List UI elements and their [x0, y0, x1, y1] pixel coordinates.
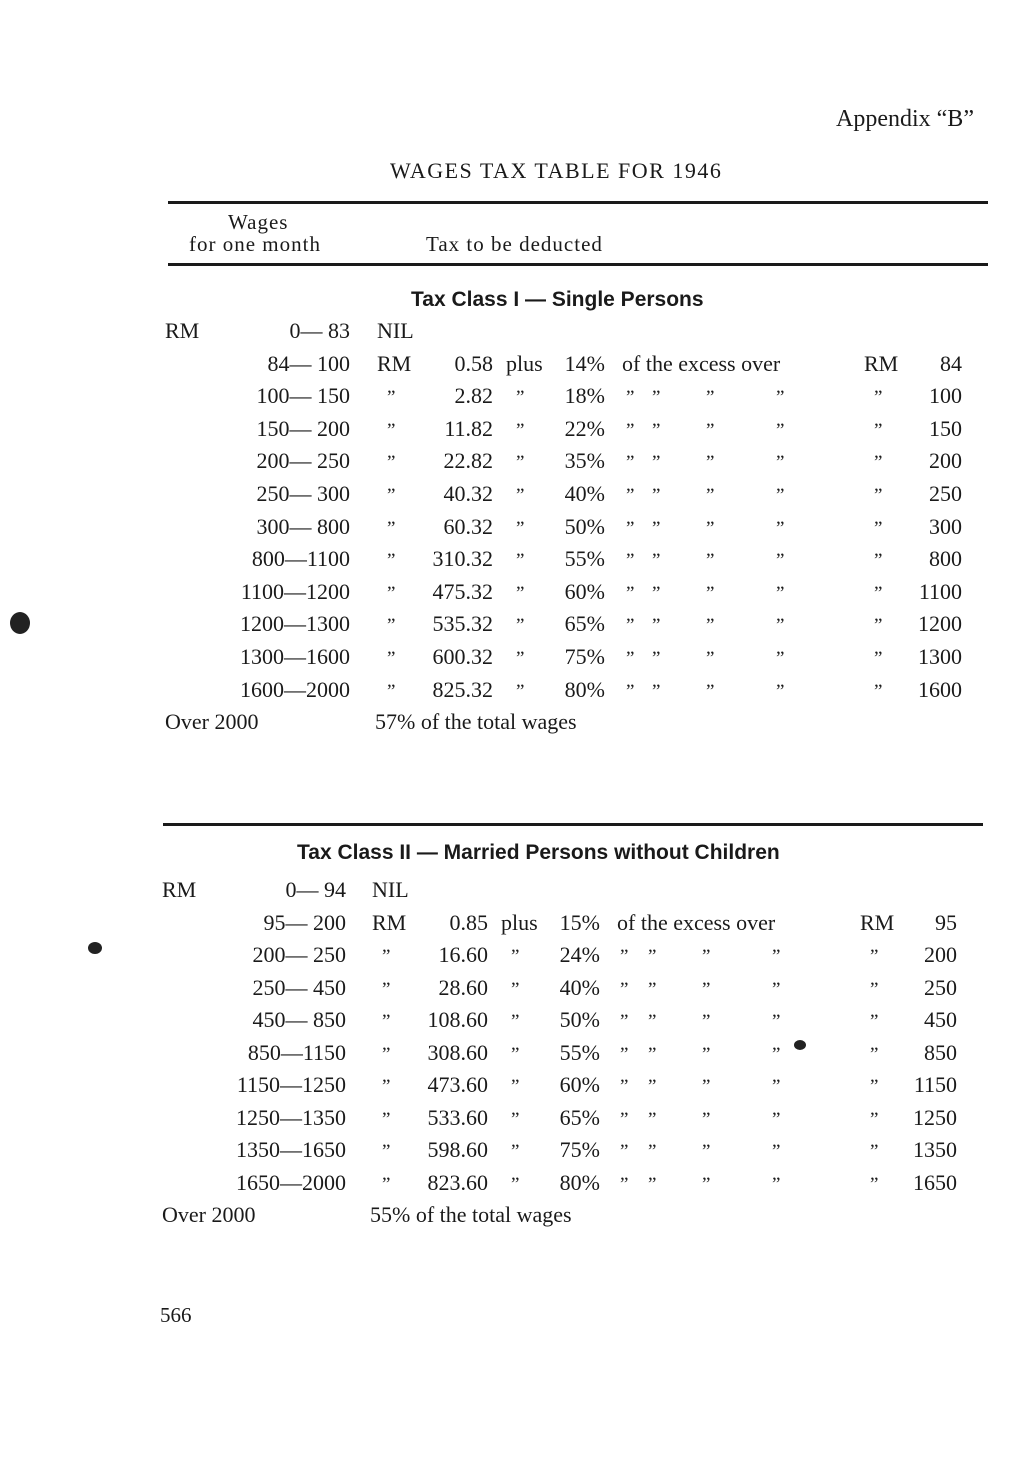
table-row	[0, 942, 1024, 974]
ditto-mark: ”	[874, 419, 883, 441]
ditto-mark: ”	[652, 485, 661, 506]
table-row	[0, 677, 1024, 709]
ditto-mark: ”	[620, 1076, 629, 1097]
ditto-mark: ”	[387, 615, 396, 637]
ditto-mark: ”	[511, 978, 520, 1000]
ditto-mark: ”	[706, 387, 715, 409]
currency-label: RM	[165, 318, 200, 343]
ink-blot	[88, 942, 102, 954]
ditto-mark: ”	[626, 615, 635, 637]
ditto-mark: ”	[772, 1173, 781, 1195]
table-row	[0, 1170, 1024, 1202]
tax-nil: NIL	[372, 877, 409, 902]
ditto-mark: ”	[516, 648, 525, 669]
ditto-mark: ”	[626, 452, 635, 474]
tax-rate: 60%	[559, 1072, 600, 1097]
excess-threshold: 300	[929, 513, 962, 539]
excess-phrase: of the excess over	[617, 909, 776, 935]
ditto-mark: ”	[626, 485, 635, 506]
tax-rate: 14%	[564, 350, 605, 376]
flat-rate-text: 55% of the total wages	[370, 1202, 572, 1227]
header-wages: Wages	[228, 210, 289, 234]
wage-range: 100— 150	[256, 383, 350, 409]
ditto-mark: ”	[702, 1076, 711, 1097]
excess-threshold: 84	[940, 350, 962, 376]
tax-rate: 18%	[564, 383, 605, 409]
ditto-mark: ”	[772, 1076, 781, 1097]
ditto-mark: ”	[648, 946, 657, 967]
ditto-mark: ”	[652, 615, 661, 637]
plus-word: plus	[501, 909, 538, 935]
ditto-mark: ”	[772, 978, 781, 1000]
ditto-mark: ”	[620, 1108, 629, 1130]
tax-rate: 22%	[564, 415, 605, 441]
tax-rate: 65%	[559, 1104, 600, 1130]
ditto-mark: ”	[516, 387, 525, 409]
table-row	[0, 1137, 1024, 1169]
ditto-mark: ”	[387, 648, 396, 669]
wage-range: 95— 200	[263, 909, 346, 935]
base-tax: 535.32	[432, 611, 493, 637]
page-number: 566	[160, 1303, 192, 1327]
ditto-mark: ”	[387, 485, 396, 506]
ditto-mark: ”	[516, 582, 525, 604]
ditto-mark: ”	[626, 517, 635, 539]
tax-rate: 24%	[559, 942, 600, 967]
ditto-mark: ”	[870, 1011, 879, 1032]
ditto-mark: ”	[620, 978, 629, 1000]
excess-threshold: 100	[929, 383, 962, 409]
appendix-label: Appendix “B”	[836, 106, 974, 132]
ditto-mark: ”	[516, 550, 525, 572]
table-row	[0, 1072, 1024, 1104]
ditto-mark: ”	[874, 452, 883, 474]
base-tax: 533.60	[427, 1104, 488, 1130]
ditto-mark: ”	[702, 1141, 711, 1162]
ditto-mark: ”	[706, 452, 715, 474]
tax-rate: 55%	[564, 546, 605, 572]
ditto-mark: ”	[870, 1043, 879, 1065]
table-row	[0, 579, 1024, 611]
table-row	[0, 448, 1024, 480]
ditto-mark: ”	[652, 452, 661, 474]
ditto-mark: ”	[702, 1011, 711, 1032]
ditto-mark: ”	[706, 615, 715, 637]
ditto-mark: ”	[626, 550, 635, 572]
table-row	[0, 1105, 1024, 1137]
excess-threshold: 1200	[918, 611, 962, 637]
header-rule-top	[168, 201, 988, 204]
ditto-mark: ”	[702, 978, 711, 1000]
ditto-mark: ”	[776, 452, 785, 474]
wage-range: 1200—1300	[240, 611, 350, 637]
class2-title: Tax Class II — Married Persons without Children	[297, 841, 780, 864]
ditto-mark: ”	[870, 1108, 879, 1130]
base-tax: 28.60	[438, 974, 488, 1000]
wage-range: 1350—1650	[236, 1137, 346, 1162]
ditto-mark: ”	[870, 1173, 879, 1195]
ditto-mark: ”	[706, 648, 715, 669]
table-row	[0, 1007, 1024, 1039]
table-row	[0, 877, 1024, 909]
tax-rate: 65%	[564, 611, 605, 637]
over-label: Over 2000	[162, 1202, 256, 1227]
table-row	[0, 383, 1024, 415]
ditto-mark: ”	[706, 582, 715, 604]
ditto-mark: ”	[772, 1108, 781, 1130]
ditto-mark: ”	[648, 1043, 657, 1065]
ditto-mark: ”	[511, 1108, 520, 1130]
ditto-mark: ”	[772, 1141, 781, 1162]
tax-rate: 55%	[559, 1039, 600, 1065]
ditto-mark: ”	[776, 419, 785, 441]
currency-label: RM	[860, 909, 895, 935]
ditto-mark: ”	[776, 517, 785, 539]
table-row	[0, 514, 1024, 546]
ditto-mark: ”	[382, 1141, 391, 1162]
base-tax: 823.60	[427, 1169, 488, 1195]
tax-nil: NIL	[377, 318, 414, 343]
excess-threshold: 200	[929, 448, 962, 474]
ditto-mark: ”	[626, 680, 635, 702]
ditto-mark: ”	[516, 615, 525, 637]
ditto-mark: ”	[652, 648, 661, 669]
ditto-mark: ”	[874, 485, 883, 506]
ditto-mark: ”	[620, 946, 629, 967]
ditto-mark: ”	[772, 946, 781, 967]
ditto-mark: ”	[387, 419, 396, 441]
tax-rate: 40%	[559, 974, 600, 1000]
table-row	[0, 611, 1024, 643]
ditto-mark: ”	[874, 648, 883, 669]
tax-rate: 75%	[564, 644, 605, 669]
ditto-mark: ”	[652, 680, 661, 702]
ditto-mark: ”	[648, 1173, 657, 1195]
page-title: WAGES TAX TABLE FOR 1946	[390, 158, 723, 183]
base-tax: 600.32	[432, 644, 493, 669]
ditto-mark: ”	[648, 1011, 657, 1032]
base-tax: 22.82	[443, 448, 493, 474]
ditto-mark: ”	[776, 387, 785, 409]
ditto-mark: ”	[776, 550, 785, 572]
excess-threshold: 1300	[918, 644, 962, 669]
wage-range: 1100—1200	[240, 578, 350, 604]
ditto-mark: ”	[382, 1011, 391, 1032]
excess-threshold: 1350	[913, 1137, 957, 1162]
ditto-mark: ”	[516, 680, 525, 702]
header-tax-to-be-deducted: Tax to be deducted	[426, 232, 603, 256]
ditto-mark: ”	[620, 1011, 629, 1032]
currency-label: RM	[372, 909, 407, 935]
ditto-mark: ”	[516, 517, 525, 539]
class2-rule	[163, 823, 983, 826]
ditto-mark: ”	[648, 1141, 657, 1162]
ditto-mark: ”	[620, 1141, 629, 1162]
ditto-mark: ”	[648, 1108, 657, 1130]
ditto-mark: ”	[874, 517, 883, 539]
base-tax: 598.60	[427, 1137, 488, 1162]
ditto-mark: ”	[706, 419, 715, 441]
ditto-mark: ”	[648, 978, 657, 1000]
excess-threshold: 250	[929, 481, 962, 506]
ditto-mark: ”	[652, 419, 661, 441]
ditto-mark: ”	[870, 946, 879, 967]
tax-rate: 35%	[564, 448, 605, 474]
ditto-mark: ”	[702, 1043, 711, 1065]
ditto-mark: ”	[776, 582, 785, 604]
excess-phrase: of the excess over	[622, 350, 781, 376]
wage-range: 300— 800	[256, 513, 350, 539]
excess-threshold: 250	[924, 974, 957, 1000]
tax-rate: 60%	[564, 578, 605, 604]
ditto-mark: ”	[511, 1043, 520, 1065]
wage-range: 0— 94	[285, 877, 346, 902]
ditto-mark: ”	[511, 1173, 520, 1195]
base-tax: 308.60	[427, 1039, 488, 1065]
ditto-mark: ”	[626, 582, 635, 604]
header-for-one-month: for one month	[189, 232, 321, 256]
base-tax: 825.32	[432, 676, 493, 702]
ditto-mark: ”	[776, 648, 785, 669]
table-row	[0, 416, 1024, 448]
base-tax: 40.32	[443, 481, 493, 506]
base-tax: 16.60	[438, 942, 488, 967]
wage-range: 150— 200	[256, 415, 350, 441]
ditto-mark: ”	[626, 648, 635, 669]
ditto-mark: ”	[648, 1076, 657, 1097]
ditto-mark: ”	[387, 387, 396, 409]
wage-range: 84— 100	[267, 350, 350, 376]
excess-threshold: 1600	[918, 676, 962, 702]
ditto-mark: ”	[511, 946, 520, 967]
ditto-mark: ”	[387, 680, 396, 702]
ditto-mark: ”	[511, 1011, 520, 1032]
ditto-mark: ”	[874, 387, 883, 409]
table-row	[0, 481, 1024, 513]
ditto-mark: ”	[387, 452, 396, 474]
header-rule-bottom	[168, 263, 988, 266]
ditto-mark: ”	[511, 1141, 520, 1162]
table-row	[0, 644, 1024, 676]
wage-range: 1600—2000	[240, 676, 350, 702]
tax-rate: 50%	[564, 513, 605, 539]
base-tax: 2.82	[454, 383, 493, 409]
excess-threshold: 1150	[913, 1072, 957, 1097]
ditto-mark: ”	[702, 946, 711, 967]
ditto-mark: ”	[772, 1011, 781, 1032]
ditto-mark: ”	[702, 1108, 711, 1130]
base-tax: 0.85	[449, 909, 488, 935]
ditto-mark: ”	[874, 582, 883, 604]
ditto-mark: ”	[874, 615, 883, 637]
table-row	[0, 975, 1024, 1007]
ditto-mark: ”	[776, 680, 785, 702]
tax-rate: 75%	[559, 1137, 600, 1162]
ditto-mark: ”	[387, 517, 396, 539]
ditto-mark: ”	[706, 550, 715, 572]
over-label: Over 2000	[165, 709, 259, 735]
wage-range: 1300—1600	[240, 644, 350, 669]
ditto-mark: ”	[516, 485, 525, 506]
excess-threshold: 95	[935, 909, 957, 935]
ditto-mark: ”	[874, 680, 883, 702]
ditto-mark: ”	[382, 1108, 391, 1130]
ditto-mark: ”	[706, 517, 715, 539]
ditto-mark: ”	[652, 550, 661, 572]
ditto-mark: ”	[382, 946, 391, 967]
ditto-mark: ”	[776, 615, 785, 637]
table-row	[0, 546, 1024, 578]
ditto-mark: ”	[620, 1173, 629, 1195]
excess-threshold: 800	[929, 546, 962, 572]
wage-range: 850—1150	[247, 1039, 346, 1065]
ditto-mark: ”	[382, 978, 391, 1000]
ditto-mark: ”	[776, 485, 785, 506]
wage-range: 250— 300	[256, 481, 350, 506]
ditto-mark: ”	[870, 1076, 879, 1097]
ditto-mark: ”	[626, 387, 635, 409]
tax-rate: 80%	[559, 1169, 600, 1195]
ditto-mark: ”	[511, 1076, 520, 1097]
wage-range: 450— 850	[252, 1007, 346, 1032]
ditto-mark: ”	[652, 387, 661, 409]
ditto-mark: ”	[874, 550, 883, 572]
currency-label: RM	[864, 350, 899, 376]
excess-threshold: 1650	[913, 1169, 957, 1195]
ditto-mark: ”	[387, 550, 396, 572]
table-row	[0, 1040, 1024, 1072]
base-tax: 473.60	[427, 1072, 488, 1097]
ditto-mark: ”	[702, 1173, 711, 1195]
ink-blot	[794, 1040, 806, 1050]
table-row	[0, 351, 1024, 383]
currency-label: RM	[162, 877, 197, 902]
ditto-mark: ”	[652, 582, 661, 604]
tax-rate: 80%	[564, 676, 605, 702]
ditto-mark: ”	[516, 419, 525, 441]
wage-range: 200— 250	[252, 942, 346, 967]
base-tax: 475.32	[432, 578, 493, 604]
plus-word: plus	[506, 350, 543, 376]
ditto-mark: ”	[516, 452, 525, 474]
wage-range: 800—1100	[251, 546, 350, 572]
table-row	[0, 318, 1024, 350]
ditto-mark: ”	[706, 680, 715, 702]
table-row	[0, 709, 1024, 741]
ditto-mark: ”	[706, 485, 715, 506]
excess-threshold: 850	[924, 1039, 957, 1065]
ditto-mark: ”	[387, 582, 396, 604]
class1-title: Tax Class I — Single Persons	[411, 288, 704, 311]
ditto-mark: ”	[626, 419, 635, 441]
excess-threshold: 1100	[918, 578, 962, 604]
tax-rate: 40%	[564, 481, 605, 506]
excess-threshold: 450	[924, 1007, 957, 1032]
wage-range: 200— 250	[256, 448, 350, 474]
tax-rate: 50%	[559, 1007, 600, 1032]
wage-range: 1650—2000	[236, 1169, 346, 1195]
ditto-mark: ”	[382, 1043, 391, 1065]
ditto-mark: ”	[620, 1043, 629, 1065]
wage-range: 0— 83	[289, 318, 350, 343]
ditto-mark: ”	[382, 1173, 391, 1195]
ditto-mark: ”	[870, 1141, 879, 1162]
table-row	[0, 910, 1024, 942]
ditto-mark: ”	[870, 978, 879, 1000]
excess-threshold: 200	[924, 942, 957, 967]
wage-range: 250— 450	[252, 974, 346, 1000]
table-row	[0, 1202, 1024, 1234]
base-tax: 11.82	[444, 415, 493, 441]
base-tax: 108.60	[427, 1007, 488, 1032]
base-tax: 0.58	[454, 350, 493, 376]
ditto-mark: ”	[382, 1076, 391, 1097]
wage-range: 1150—1250	[236, 1072, 346, 1097]
ditto-mark: ”	[772, 1043, 781, 1065]
tax-rate: 15%	[559, 909, 600, 935]
excess-threshold: 1250	[913, 1104, 957, 1130]
base-tax: 60.32	[443, 513, 493, 539]
currency-label: RM	[377, 350, 412, 376]
excess-threshold: 150	[929, 415, 962, 441]
ditto-mark: ”	[652, 517, 661, 539]
base-tax: 310.32	[432, 546, 493, 572]
ink-blot	[10, 612, 30, 634]
wage-range: 1250—1350	[236, 1104, 346, 1130]
flat-rate-text: 57% of the total wages	[375, 709, 577, 735]
